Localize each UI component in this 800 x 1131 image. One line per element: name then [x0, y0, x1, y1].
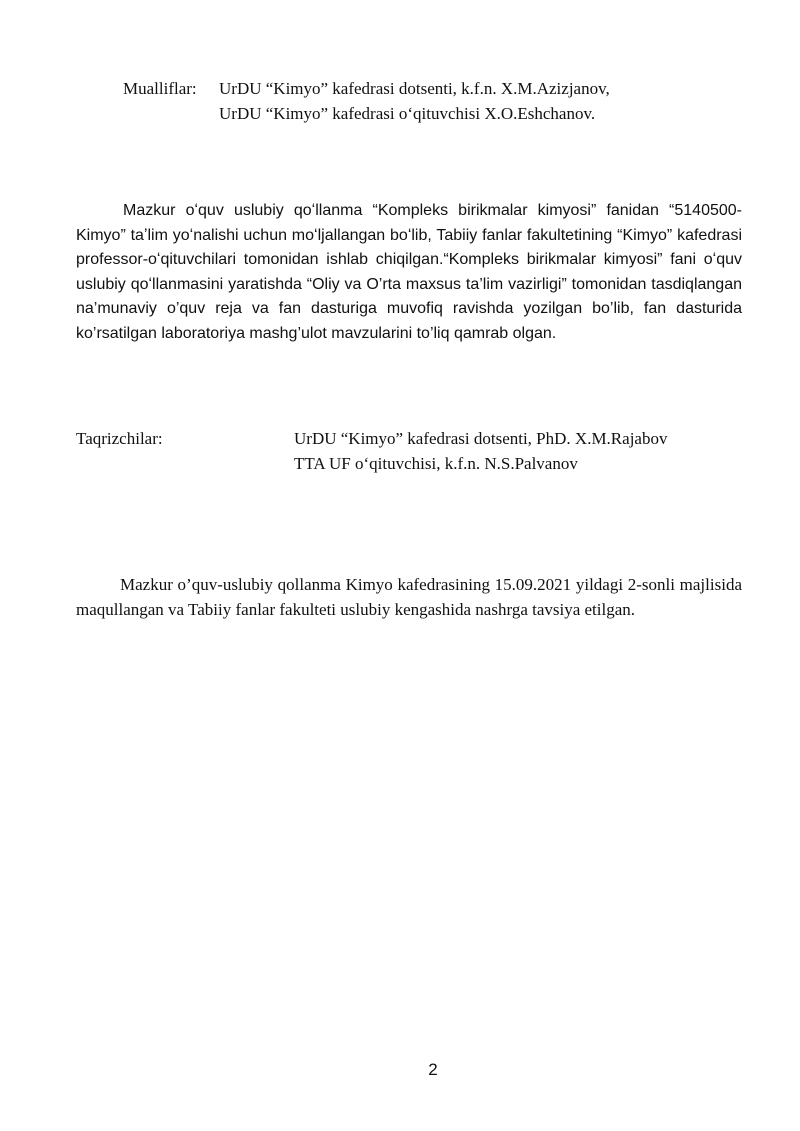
reviewers-label: Taqrizchilar:: [76, 429, 163, 448]
reviewer-line-2: TTA UF oʻqituvchisi, k.f.n. N.S.Palvanov: [294, 454, 578, 473]
reviewers-row: [76, 426, 742, 451]
authors-block: [123, 76, 723, 126]
description-paragraph: Mazkur oʻquv uslubiy qoʻllanma “Kompleks birikmalar kimyosi” fanidan “5140500-Kimyo” taʼlim yoʻnalishi uchun moʻljallangan boʻlib, Tabiiy fanlar fakultetining “Kimyo” kafedrasi professor-oʻqituvchilari tomonidan ishlab chiqilgan.“Kompleks birikmalar kimyosi” fani oʻquv uslubiy qoʻllanmasini yaratishda “Oliy va O’rta maxsus ta’lim vazirligi” tomonidan tasdiqlangan na’munaviy o’quv reja va fan dasturiga muvofiq ravishda yozilgan bo’lib, fan dasturida ko’rsatilgan laboratoriya mashg’ulot mavzularini to’liq qamrab olgan.: [76, 202, 742, 342]
reviewer-line-1: UrDU “Kimyo” kafedrasi dotsenti, PhD. X.M.Rajabov: [294, 429, 668, 448]
page-number: 2: [428, 1060, 438, 1079]
author-line-2: UrDU “Kimyo” kafedrasi oʻqituvchisi X.O.Eshchanov.: [219, 104, 596, 123]
reviewers-row-2: [76, 451, 742, 476]
authors-row: [123, 76, 723, 101]
authors-row-2: [123, 101, 723, 126]
reviewers-block: [76, 426, 742, 476]
author-line-1: UrDU “Kimyo” kafedrasi dotsenti, k.f.n. X.M.Azizjanov,: [219, 79, 610, 98]
authors-label: Mualliflar:: [123, 79, 197, 98]
approval-paragraph: Mazkur o’quv-uslubiy qollanma Kimyo kafedrasining 15.09.2021 yildagi 2-sonli majlisida maqullangan va Tabiiy fanlar fakulteti uslubiy kengashida nashrga tavsiya etilgan.: [76, 575, 742, 619]
